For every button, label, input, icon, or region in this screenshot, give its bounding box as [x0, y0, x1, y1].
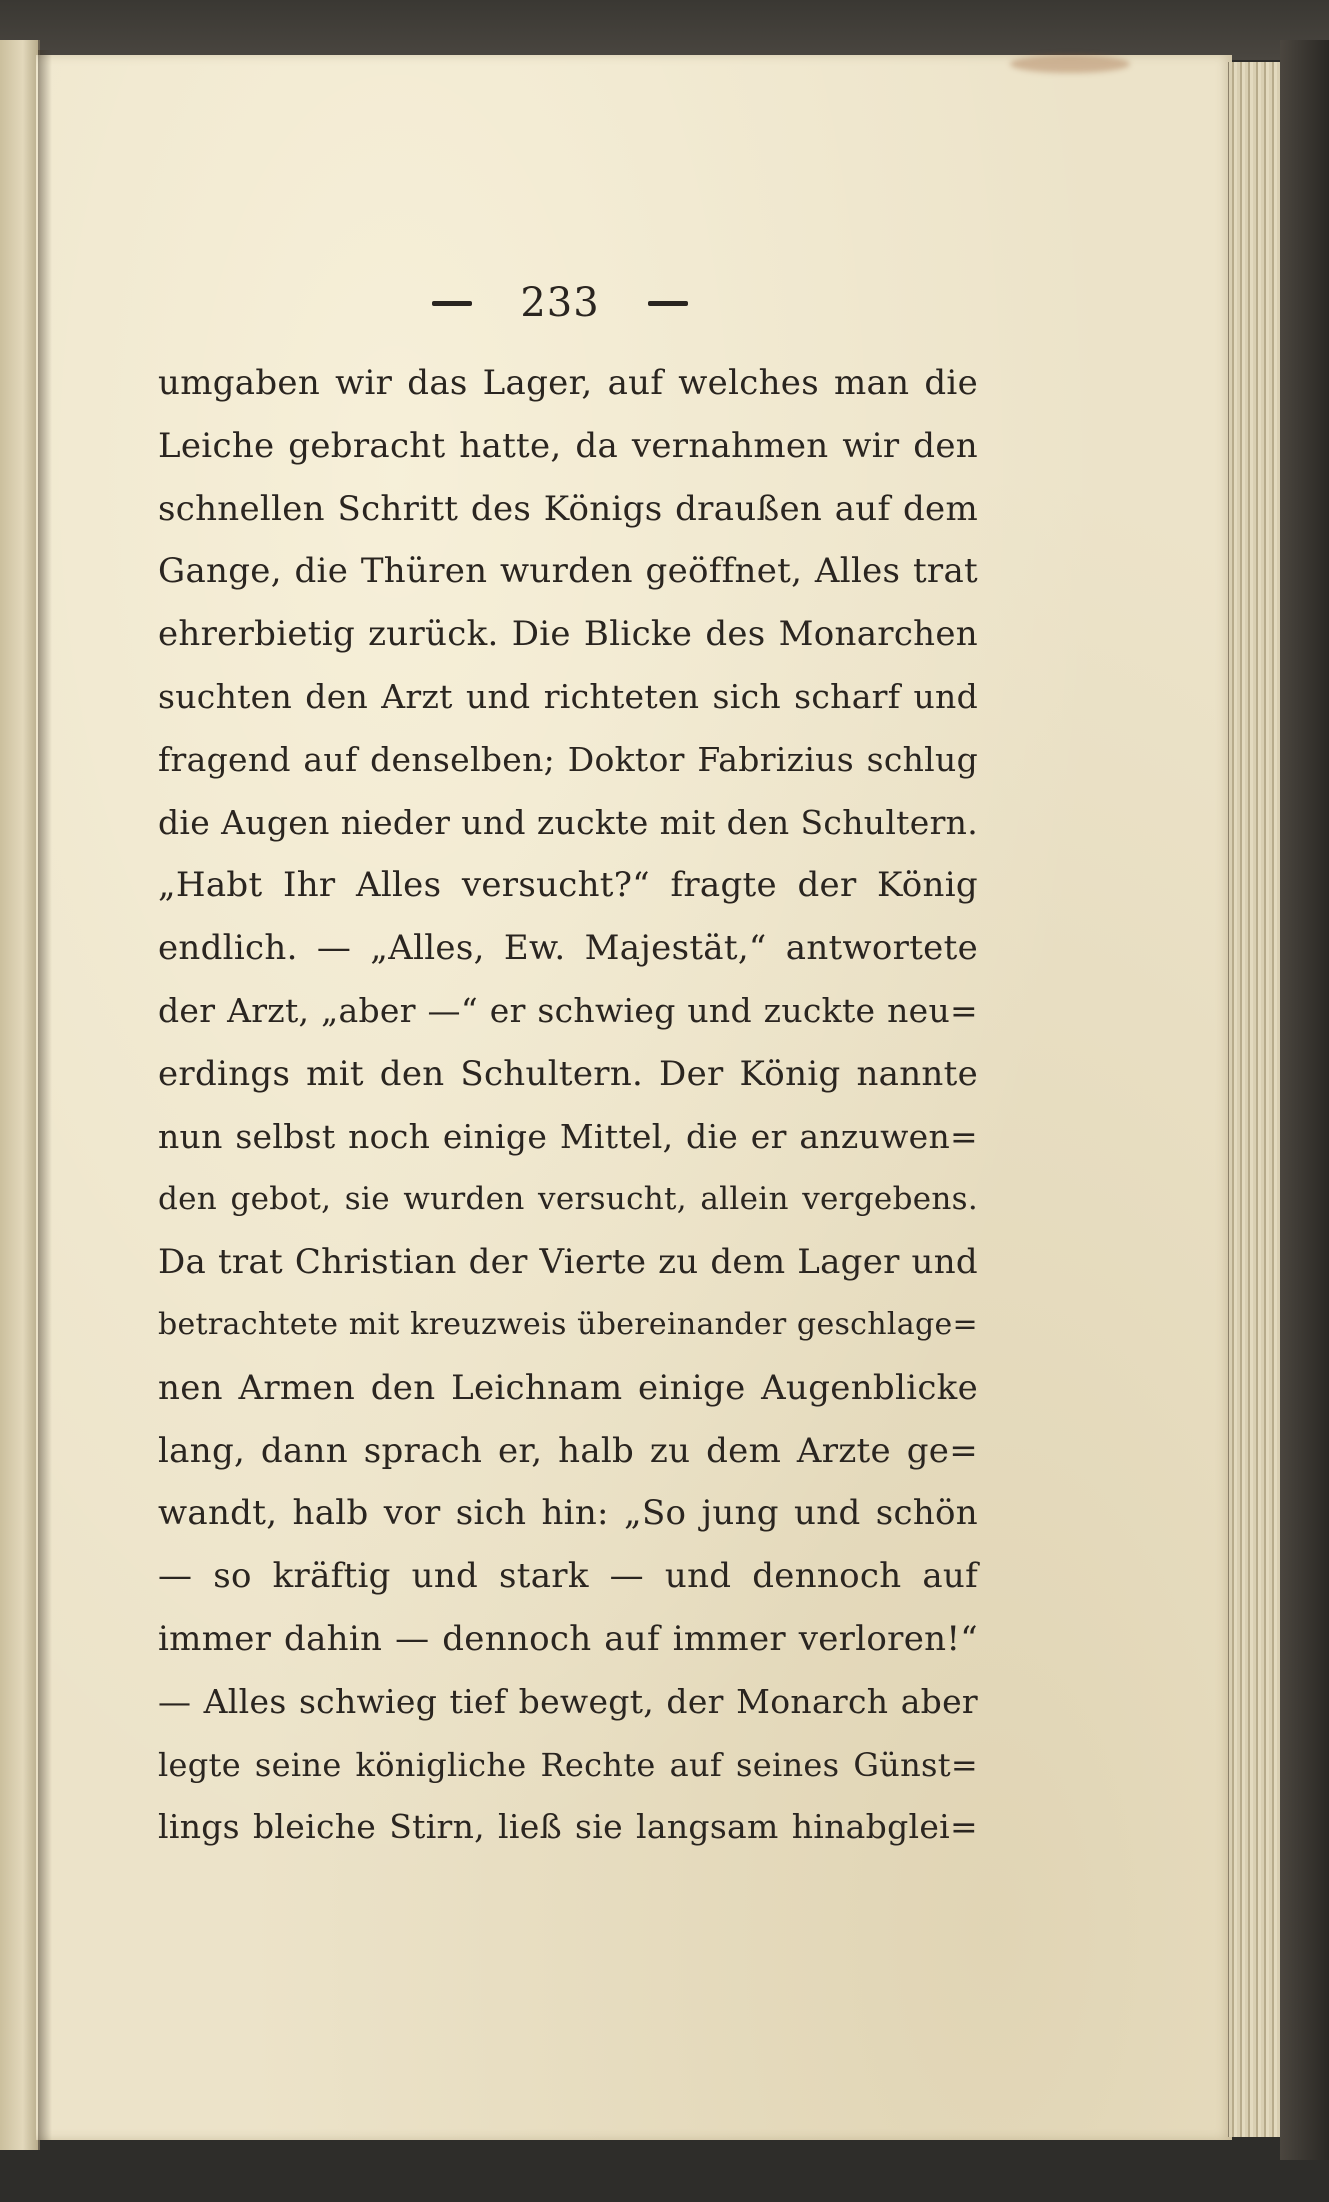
text-line: — so kräftig und stark — und dennoch auf [158, 1556, 978, 1597]
page-number: 233 [520, 280, 600, 326]
text-line: Gange, die Thüren wurden geöffnet, Alles trat [158, 551, 978, 592]
book-top-edge [0, 0, 1329, 60]
text-line: endlich. — „Alles, Ew. Majestät,“ antwortete [158, 928, 978, 969]
text-line: nun selbst noch einige Mittel, die er anzuwen= [158, 1116, 978, 1156]
text-line: Leiche gebracht hatte, da vernahmen wir den [158, 425, 978, 466]
text-line: Da trat Christian der Vierte zu dem Lager und [158, 1242, 978, 1283]
facing-page-edge [0, 40, 40, 2150]
text-line: betrachtete mit kreuzweis übereinander geschlage= [158, 1306, 978, 1342]
binding-shadow [38, 50, 52, 2140]
book-cover-edge [1280, 40, 1329, 2160]
text-line: lang, dann sprach er, halb zu dem Arzte ge= [158, 1430, 978, 1471]
text-line: den gebot, sie wurden versucht, allein vergebens. [158, 1181, 978, 1218]
text-line: suchten den Arzt und richteten sich scharf und [158, 676, 978, 716]
text-line: „Habt Ihr Alles versucht?“ fragte der König [158, 865, 978, 906]
text-line: lings bleiche Stirn, ließ sie langsam hinabglei= [158, 1807, 978, 1847]
text-line: fragend auf denselben; Doktor Fabrizius schlug [158, 739, 978, 779]
body-text [158, 352, 978, 1859]
text-line: der Arzt, „aber —“ er schwieg und zuckte neu= [158, 990, 978, 1030]
text-line: die Augen nieder und zuckte mit den Schultern. [158, 802, 978, 842]
text-line: — Alles schwieg tief bewegt, der Monarch aber [158, 1681, 978, 1721]
text-line: wandt, halb vor sich hin: „So jung und schön [158, 1493, 978, 1534]
page-block-edges [1228, 62, 1281, 2137]
header-dash-left [432, 301, 472, 306]
text-line: umgaben wir das Lager, auf welches man die [158, 363, 978, 403]
text-line: immer dahin — dennoch auf immer verloren!“ [158, 1618, 978, 1659]
text-line: erdings mit den Schultern. Der König nannte [158, 1053, 978, 1094]
text-line: nen Armen den Leichnam einige Augenblicke [158, 1367, 978, 1408]
text-line: legte seine königliche Rechte auf seines Günst= [158, 1745, 978, 1784]
text-line: ehrerbietig zurück. Die Blicke des Monarchen [158, 614, 978, 655]
text-line: schnellen Schritt des Königs draußen auf dem [158, 488, 978, 529]
paper-stain [1010, 55, 1130, 73]
header-dash-right [648, 301, 688, 306]
page-header [400, 268, 720, 338]
